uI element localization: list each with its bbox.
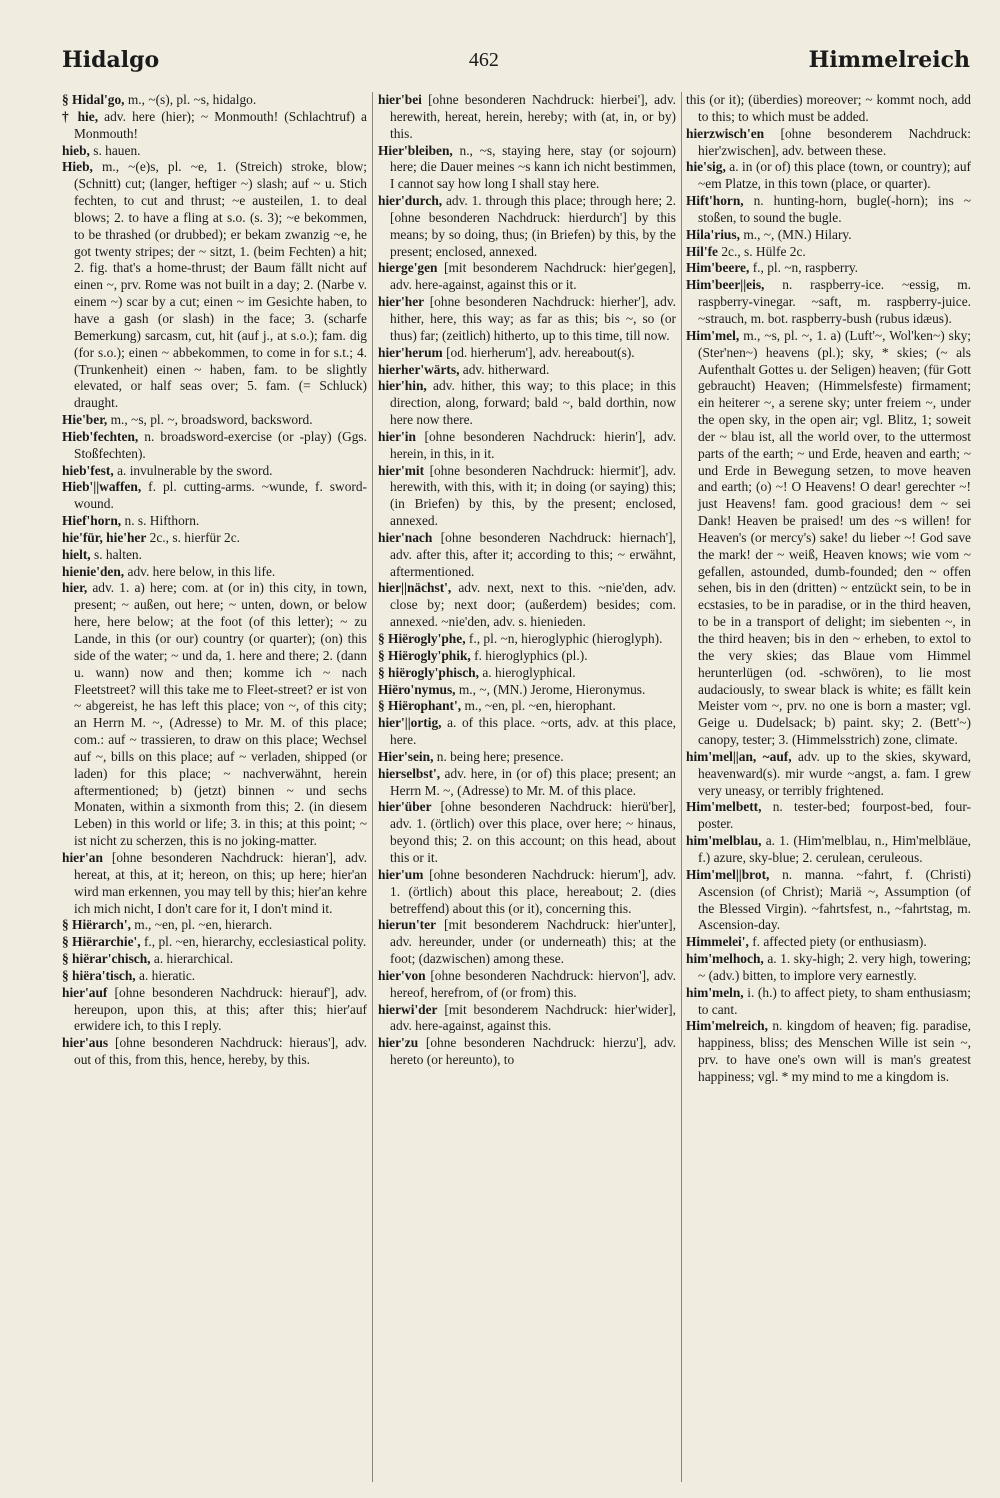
column-divider [372,92,373,1482]
dictionary-entry [686,934,971,951]
entry-definition: this (or it); (überdies) moreover; ~ kommt noch, add to this; to which must be added. [686,92,971,124]
entry-definition: a. of this place. ~orts, adv. at this place, here. [390,715,676,748]
dictionary-entry [62,143,367,160]
entry-headword: hier'aus [62,1035,109,1051]
dictionary-entry [378,1002,676,1036]
dictionary-entry [378,917,676,968]
entry-definition: adv. here (hier); ~ Monmouth! (Schlachtruf) a Monmouth! [74,108,367,141]
entry-headword: hier'durch, [378,193,443,209]
dictionary-entry [378,92,676,143]
dictionary-entry [378,766,676,800]
entry-headword: hier'mit [378,462,425,478]
entry-headword: § Hiërophant', [378,698,462,714]
entry-headword: § Hidal'go, [62,92,125,107]
dictionary-entry [378,968,676,1002]
entry-definition: 2c., s. Hülfe 2c. [721,243,806,259]
dictionary-entry [378,463,676,530]
entry-headword: Hil'fe [686,243,718,259]
column-divider [681,92,682,1482]
entry-headword: hier'zu [378,1035,419,1051]
entry-definition: m., ~(s), pl. ~s, hidalgo. [127,92,257,107]
entry-headword: Hiëro'nymus, [378,681,456,697]
entry-definition: f. pl. cutting-arms. ~wunde, f. sword-wound. [74,479,367,512]
entry-headword: hierher'wärts, [378,361,460,377]
entry-definition: a. 1. (Him'melblau, n., Him'melbläue, f.) azure, sky-blue; 2. cerulean, ceruleous. [698,833,971,865]
entry-headword: Him'beer||eis, [686,277,765,293]
dictionary-entry [378,530,676,581]
entry-headword: Hieb, [62,159,93,175]
dictionary-entry [686,244,971,261]
entry-headword: hier, [62,580,88,596]
dictionary-entry [62,985,367,1036]
entry-definition: [ohne besonderen Nachdruck: hierzu'], adv. hereto (or hereunto), to [390,1035,676,1068]
entry-headword: hier'um [378,866,424,882]
entry-headword: hierselbst', [378,765,441,781]
entry-definition: m., ~, (MN.) Hilary. [743,226,852,242]
dictionary-entry [686,867,971,934]
entry-definition: [ohne besonderen Nachdruck: hierauf'], adv. hereupon, upon this, at this; after this; hier'auf erwidere ich, to this I reply. [74,984,367,1034]
entry-headword: hieb, [62,142,90,158]
dictionary-entry [62,109,367,143]
entry-headword: § hiëra'tisch, [62,967,136,983]
page-number: 462 [468,48,499,71]
entry-headword: Hier'sein, [378,748,434,764]
entry-definition: m., ~s, pl. ~, 1. a) (Luft'~, Wol'ken~) sky; (Ster'nen~) heavens (pl.); sky, * skies; (~ als Aufenthalt Gottes u. der Seligen) heaven; (für Gott gebraucht) Heaven; (Himmelsfeste) firmament; ein heiterer ~, a serene sky; unter freiem ~, under the open sky, in the open air; vgl. Blitz, 1; soweit der ~ blau ist, all the world over, to the uttermost parts of the earth; ~ und Erde, heaven and earth; ~ und Erde in Bewegung setzen, to move heaven and earth; (o) ~! O Heavens! O dear! gerechter ~! just Heavens! fam. good gracious! dem ~ sei Dank! Heaven be praised! um des ~s willen! for Heaven's (or mercy's) sake! du lieber ~! God save the mark! der ~ weiß, Heaven knows; wie vom ~ gefallen, astounded, dumb-founded; den ~ offen sehen, bis in den (dritten) ~ entzückt sein, to be in ecstasies, to be in paradise, or in the third heaven, to be in a transport of delight; im siebenten ~, in the third heaven; bis in den ~ erheben, to extol to the very skies; das Blaue vom Himmel herunterlügen (od. -schwören), to lie most audaciously, to swear black is white; es fällt kein Meister vom ~, prv. no one is born a master; vgl. Geige u. Dudelsack; b) paint. sky; 2. (Bett'~) canopy, tester; 3. (Himmelsstrich) zone, climate. [698,327,971,748]
entry-headword: Hier'bleiben, [378,142,453,158]
entry-headword: him'mel||an, ~auf, [686,748,792,764]
entry-headword: hieb'fest, [62,462,114,478]
entry-headword: Him'mel, [686,327,740,343]
dictionary-entry [62,564,367,581]
entry-definition: s. halten. [94,546,142,562]
entry-headword: hier'bei [378,92,422,107]
entry-headword: Hift'horn, [686,193,744,209]
entry-definition: n. raspberry-ice. ~essig, m. raspberry-vinegar. ~saft, m. raspberry-juice. ~strauch, m. bot. raspberry-bush (rubus idæus). [698,277,971,326]
dictionary-entry [378,715,676,749]
right-running-headword: Himmelreich [808,47,970,73]
entry-headword: § Hiërarchie', [62,934,141,950]
dictionary-column-2 [378,92,676,1482]
dictionary-entry [378,698,676,715]
dictionary-entry [686,277,971,328]
dictionary-entry [62,479,367,513]
entry-headword: § Hiërarch', [62,917,131,933]
entry-headword: Hief'horn, [62,513,122,529]
dictionary-entry [62,159,367,412]
entry-headword: hierge'gen [378,260,438,276]
entry-headword: § hiërogly'phisch, [378,664,479,680]
entry-definition: adv. up to the skies, skyward, heavenward(s). mir wurde ~angst, a. fam. I grew very uneasy, or terribly frightened. [698,748,971,798]
entry-definition: [ohne besonderen Nachdruck: hierin'], adv. herein, in this, in it. [390,428,676,461]
dictionary-entry [62,513,367,530]
dictionary-entry [686,1018,971,1085]
dictionary-entry [62,92,367,109]
entry-definition: n. broadsword-exercise (or -play) (Ggs. Stoßfechten). [74,428,367,461]
dictionary-entry [62,547,367,564]
dictionary-entry [378,665,676,682]
dictionary-entry [686,951,971,985]
left-running-headword: Hidalgo [62,47,160,73]
dictionary-entry [378,749,676,766]
entry-definition: adv. here below, in this life. [127,563,276,579]
entry-headword: § Hiërogly'phe, [378,631,466,646]
entry-headword: hier'||ortig, [378,715,442,731]
dictionary-entry [686,260,971,277]
entry-definition: n. kingdom of heaven; fig. paradise, happiness, bliss; des Menschen Wille ist sein ~, prv. to have one's own will is man's greatest happiness; vgl. * my mind to me a kingdom is. [698,1018,971,1084]
entry-definition: f., pl. ~n, raspberry. [752,260,858,276]
dictionary-entry [686,126,971,160]
dictionary-entry [378,362,676,379]
entry-definition: 2c., s. hierfür 2c. [149,529,241,545]
dictionary-entry [62,429,367,463]
page-header [62,40,970,80]
entry-definition: adv. here, in (or of) this place; present; an Herrn M. ~, (Adresse) to Mr. M. of this place. [390,765,676,798]
dictionary-entry [62,934,367,951]
entry-definition: n. hunting-horn, bugle(-horn); ins ~ stoßen, to sound the bugle. [698,193,971,225]
entry-definition: m., ~, (MN.) Jerome, Hieronymus. [458,681,646,697]
entry-definition: m., ~(e)s, pl. ~e, 1. (Streich) stroke, blow; (Schnitt) cut; (langer, heftiger ~) slash; auf ~ u. Stich fechten, to cut and thrust; ~e austeilen, 1. to deal blows; 2. to have a fling at s.o. (s. 3); ~e bekommen, to be thrashed (or drubbed); er bekam zwanzig ~e, he got twenty stripes; der ~ sitzt, 1. (beim Fechten) a hit; 2. fig. that's a home-thrust; der Baum fällt nicht auf einen ~, prv. Rome was not built in a day; 2. (Narbe v. einem ~) scar by a cut; einen ~ im Gesichte haben, to have a gash (or slash) in the face; 3. (scharfe Bemerkung) sarcasm, cut, hit (auf j., at s.o.); fam. dig (for s.o.); einen ~ abbekommen, to come in for s.t.; 4. (Trunkenheit) einen ~ haben, fam. to be slightly elevated, or half seas over; 5. fam. (= Schluck) draught. [74,159,367,411]
entry-headword: † hie, [62,108,99,124]
entry-definition: m., ~en, pl. ~en, hierophant. [464,698,616,714]
entry-headword: hier'nach [378,529,433,545]
entry-headword: hier'her [378,294,425,310]
entry-definition: [ohne besonderen Nachdruck: hierher'], adv. hither, here, this way; as far as this; bis ~, so (or thus) far; (zeitlich) hitherto, up to this time, till now. [390,294,676,343]
entry-headword: Him'mel||brot, [686,866,770,882]
dictionary-entry [378,345,676,362]
entry-definition: a. hierarchical. [153,951,234,967]
entry-definition: [mit besonderem Nachdruck: hier'gegen], adv. here-against, against this or it. [390,260,676,293]
dictionary-entry [686,227,971,244]
dictionary-column-1 [62,92,367,1482]
entry-definition: f., pl. ~en, hierarchy, ecclesiastical polity. [143,934,367,950]
entry-headword: hier'auf [62,984,108,1000]
dictionary-entry [378,631,676,648]
entry-headword: hierwi'der [378,1001,438,1017]
entry-headword: hie'sig, [686,159,726,175]
entry-headword: hierzwisch'en [686,125,765,141]
dictionary-entry [686,749,971,800]
entry-headword: hier||nächst', [378,580,452,596]
entry-definition: f. hieroglyphics (pl.). [474,647,588,663]
entry-definition: [ohne besonderen Nachdruck: hiervon'], adv. hereof, herefrom, of (or from) this. [390,967,676,1000]
entry-definition: m., ~s, pl. ~, broadsword, backsword. [110,412,313,428]
dictionary-entry [62,1035,367,1069]
dictionary-entry [62,951,367,968]
dictionary-entry [62,412,367,429]
entry-definition: n., ~s, staying here, stay (or sojourn) here; die Dauer meines ~s kann ich nicht bestimmen, I cannot say how long I shall stay here. [390,142,676,192]
dictionary-entry [378,260,676,294]
dictionary-entry [378,648,676,665]
dictionary-entry [378,143,676,194]
entry-definition: adv. 1. through this place; through here; 2. [ohne besonderen Nachdruck: hierdurch'] by this means; by so doing, thus; (in Briefen) by this, by the present; enclosed, annexed. [390,193,676,259]
dictionary-entry [378,294,676,345]
entry-definition: a. 1. sky-high; 2. very high, towering; ~ (adv.) bitten, to implore very earnestly. [698,951,971,983]
entry-headword: hier'an [62,849,103,865]
entry-headword: hienie'den, [62,563,125,579]
entry-definition: n. tester-bed; fourpost-bed, four-poster. [698,799,971,832]
entry-headword: hier'herum [378,344,443,360]
dictionary-entry [378,1035,676,1069]
entry-headword: Him'melbett, [686,799,762,815]
entry-definition: [ohne besonderen Nachdruck: hierü'ber], adv. 1. (örtlich) over this place, over here; ~ hinaus, beyond this; 2. on this account; on this head, about this or it. [390,799,676,865]
entry-headword: hier'hin, [378,378,427,394]
entry-definition: adv. hither, this way; to this place; in this direction, along, forward; bald ~, bald dorthin, now here now there. [390,378,676,428]
entry-headword: hier'in [378,428,416,444]
entry-definition: [ohne besonderen Nachdruck: hierum'], adv. 1. (örtlich) about this place, hereabout; 2. (dies betreffend) about this (or it), concerning this. [390,866,676,916]
dictionary-entry [62,530,367,547]
entry-headword: § hiërar'chisch, [62,951,151,967]
dictionary-entry [686,193,971,227]
entry-definition: [mit besonderem Nachdruck: hier'unter], adv. hereunder, under (or underneath) this; at the foot; (dazwischen) among these. [390,917,676,967]
entry-headword: hielt, [62,546,91,562]
dictionary-entry [62,580,367,850]
entry-definition: m., ~en, pl. ~en, hierarch. [134,917,273,933]
dictionary-entry [378,799,676,866]
entry-headword: Hila'rius, [686,226,740,242]
dictionary-entry [686,92,971,126]
entry-definition: a. hieratic. [139,967,196,983]
entry-headword: hie'für, hie'her [62,529,147,545]
entry-definition: adv. 1. a) here; com. at (or in) this city, in town, present; ~ außen, out here; ~ unten, down, or below here, here below; at the foot (of this letter); ~ zu Lande, in this (or our) country (or quarter); (on) this side of the water; ~ und da, 1. here and there; 2. (dann u. wann) now and then; komme ich ~ nach Fleetstreet? will this take me to Fleet-street? er ist von ~ abgereist, he has left this place; von ~, of this city; an Herrn M. ~, (Adresse) to Mr. M. of this place; com.: auf ~ trassieren, to draw on this place; Wechsel auf ~, bills on this place; auf ~ verladen, shipped (or laden) for this place; ~ nachverwähnt, herein aftermentioned; b) (jetzt) binnen ~ und sechs Monaten, within a sixmonth from this; 2. (in diesem Leben) in this world or life; 3. in this; at this point; ~ ist nicht zu scherzen, this is no joking-matter. [74,580,367,849]
dictionary-entry [62,850,367,917]
entry-definition: f., pl. ~n, hieroglyphic (hieroglyph). [468,631,663,646]
entry-headword: § Hiërogly'phik, [378,647,471,663]
entry-definition: a. hieroglyphical. [482,664,576,680]
entry-definition: n. manna. ~fahrt, f. (Christi) Ascension (of Christ); Mariä ~, Assumption (of the Blessed Virgin). ~fahrtsfest, n., ~fahrtstag, m. Ascension-day. [698,866,971,933]
entry-definition: adv. next, next to this. ~nie'den, adv. close by; next door; (außerdem) besides; com. annexed. ~nie'den, adv. s. hienieden. [390,580,676,630]
entry-definition: s. hauen. [93,142,141,158]
dictionary-entry [686,328,971,749]
dictionary-entry [686,833,971,867]
entry-definition: [od. hierherum'], adv. hereabout(s). [446,344,635,360]
dictionary-entry [62,917,367,934]
entry-definition: [ohne besonderen Nachdruck: hieraus'], adv. out of this, from this, hence, hereby, by this. [74,1035,367,1068]
entry-definition: [ohne besonderen Nachdruck: hiermit'], adv. herewith, with this, with it; in doing (or saying) this; (in Briefen) by this, by the present; enclosed, annexed. [390,462,676,529]
dictionary-entry [378,580,676,631]
entry-headword: Hieb'fechten, [62,428,139,444]
entry-headword: Hieb'||waffen, [62,479,142,495]
entry-headword: him'melblau, [686,833,762,849]
dictionary-entry [686,985,971,1019]
entry-definition: [ohne besonderen Nachdruck: hiernach'], adv. after this, after it; according to this; ~ erwähnt, aftermentioned. [390,529,676,579]
dictionary-column-3 [686,92,971,1482]
entry-headword: hierun'ter [378,917,437,933]
entry-headword: Himmelei', [686,934,749,950]
dictionary-entry [378,378,676,429]
dictionary-entry [378,193,676,260]
entry-headword: hier'über [378,799,432,815]
dictionary-entry [686,159,971,193]
entry-headword: him'meln, [686,984,744,1000]
dictionary-entry [62,463,367,480]
entry-definition: i. (h.) to affect piety, to sham enthusiasm; to cant. [698,984,971,1017]
dictionary-entry [686,799,971,833]
entry-headword: him'melhoch, [686,951,764,967]
entry-definition: [mit besonderem Nachdruck: hier'wider], adv. here-against, against this. [390,1001,676,1034]
dictionary-entry [378,429,676,463]
entry-definition: n. being here; presence. [436,748,564,764]
entry-headword: hier'von [378,967,426,983]
entry-definition: [ohne besonderen Nachdruck: hierbei'], adv. herewith, hereat, herein, hereby; with (at, in, or by) this. [390,92,676,141]
entry-headword: Him'beere, [686,260,750,276]
entry-definition: [ohne besonderem Nachdruck: hier'zwischen], adv. between these. [698,125,971,158]
entry-definition: a. in (or of) this place (town, or country); auf ~em Platze, in this town (place, or quarter). [698,159,971,192]
entry-definition: adv. hitherward. [462,361,550,377]
entry-definition: f. affected piety (or enthusiasm). [752,934,927,950]
entry-headword: Hie'ber, [62,412,108,428]
dictionary-entry [62,968,367,985]
entry-definition: n. s. Hifthorn. [124,513,200,529]
entry-headword: Him'melreich, [686,1018,768,1034]
entry-definition: a. invulnerable by the sword. [117,462,273,478]
dictionary-entry [378,682,676,699]
dictionary-entry [378,867,676,918]
entry-definition: [ohne besonderen Nachdruck: hieran'], adv. hereat, at this, at it; hereon, on this; up here; hier'an wird man erkennen, you may tell by this; hier'an kehre ich mich nicht, I don't care for it, I don't mind it. [74,849,367,916]
